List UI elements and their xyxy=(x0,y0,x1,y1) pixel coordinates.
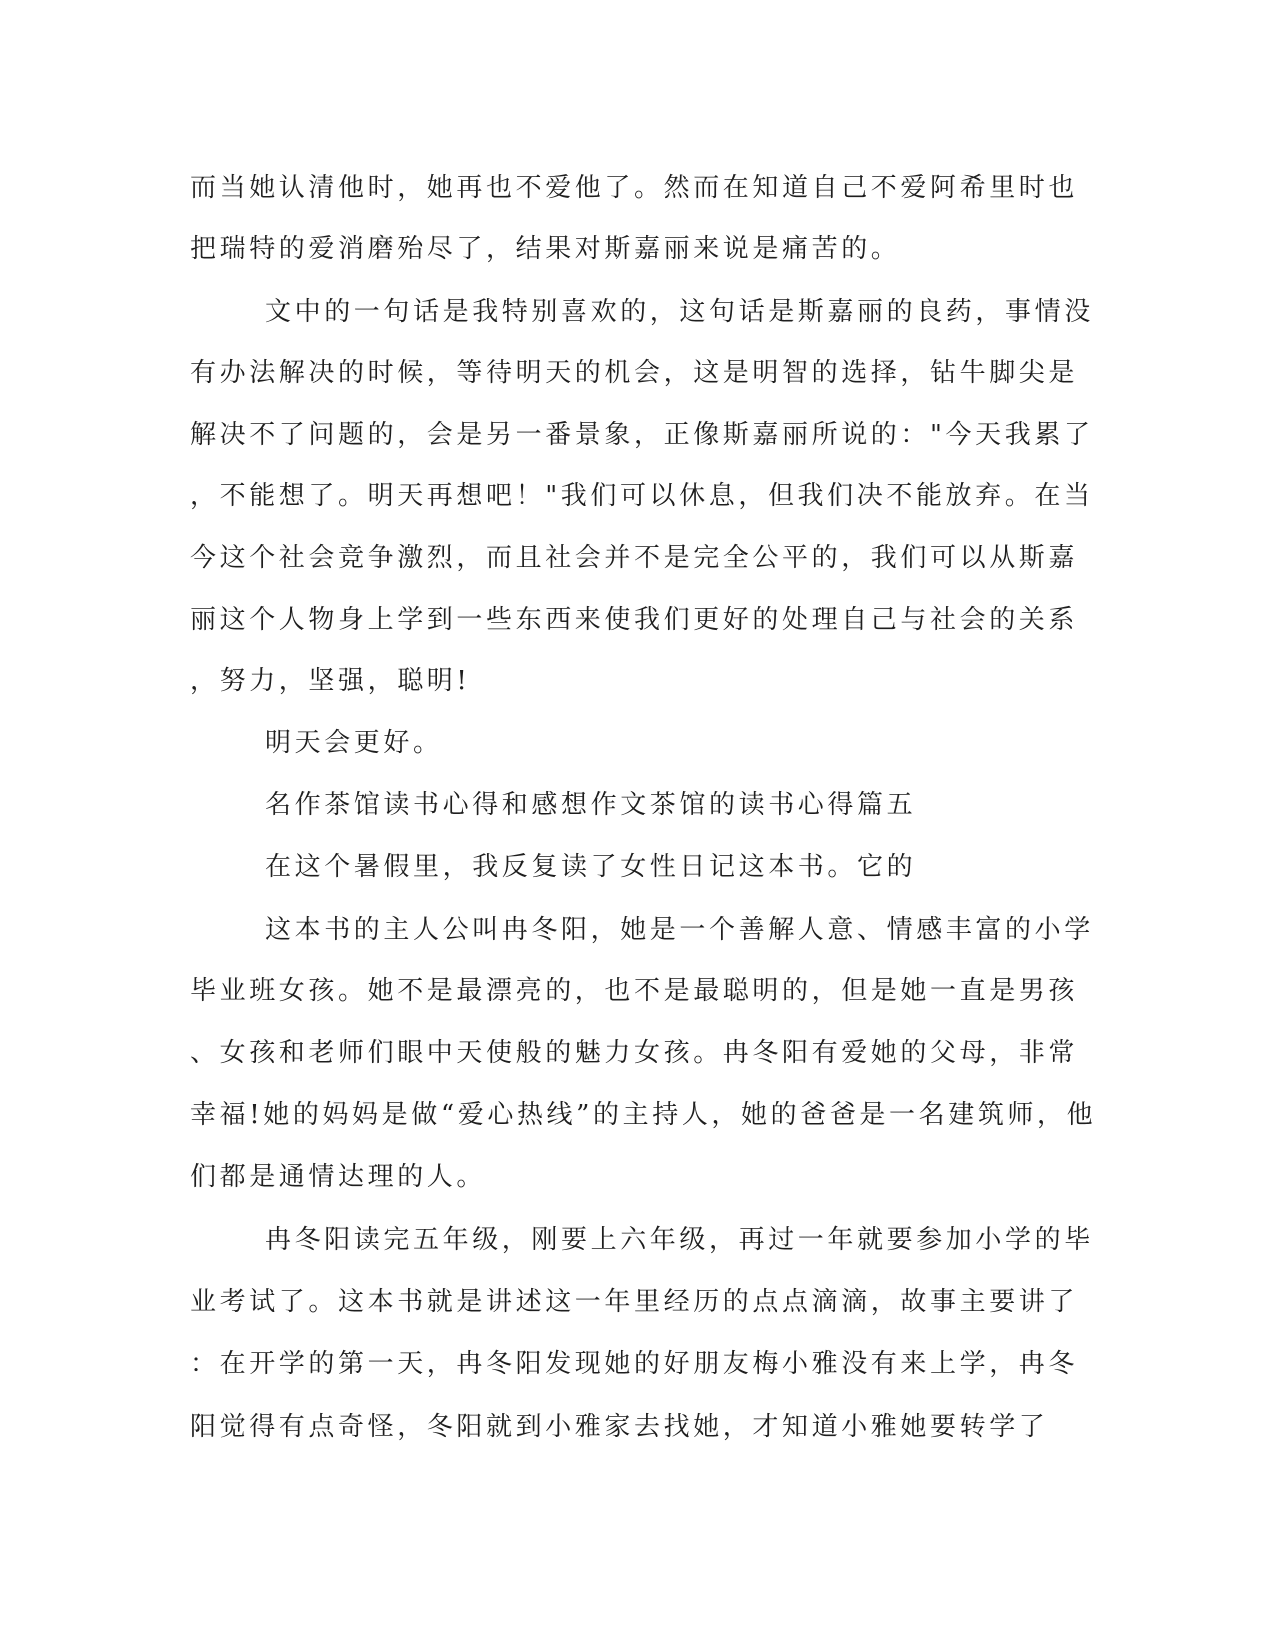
body-text-line: 们都是通情达理的人。 xyxy=(190,1162,487,1192)
body-text-line: ：在开学的第一天，冉冬阳发现她的好朋友梅小雅没有来上学，冉冬 xyxy=(190,1349,1079,1379)
body-text-line: 文中的一句话是我特别喜欢的，这句话是斯嘉丽的良药，事情没 xyxy=(265,297,1094,327)
body-text-line: 有办法解决的时候，等待明天的机会，这是明智的选择，钻牛脚尖是 xyxy=(190,358,1079,388)
body-text-line: 明天会更好。 xyxy=(265,728,443,758)
body-text-line: 毕业班女孩。她不是最漂亮的，也不是最聪明的，但是她一直是男孩 xyxy=(190,976,1079,1006)
body-text-line: 阳觉得有点奇怪，冬阳就到小雅家去找她，才知道小雅她要转学了 xyxy=(190,1412,1049,1442)
body-text-line: 在这个暑假里，我反复读了女性日记这本书。它的 xyxy=(265,852,917,882)
body-text-line: 解决不了问题的，会是另一番景象，正像斯嘉丽所说的："今天我累了 xyxy=(190,420,1094,450)
section-heading: 名作茶馆读书心得和感想作文茶馆的读书心得篇五 xyxy=(265,790,917,820)
body-text-line: 冉冬阳读完五年级，刚要上六年级，再过一年就要参加小学的毕 xyxy=(265,1225,1094,1255)
body-text-line: 而当她认清他时，她再也不爱他了。然而在知道自己不爱阿希里时也 xyxy=(190,173,1079,203)
body-text-line: 丽这个人物身上学到一些东西来使我们更好的处理自己与社会的关系 xyxy=(190,605,1079,635)
body-text-line: ，不能想了。明天再想吧！"我们可以休息，但我们决不能放弃。在当 xyxy=(190,481,1094,511)
body-text-line: 业考试了。这本书就是讲述这一年里经历的点点滴滴，故事主要讲了 xyxy=(190,1287,1079,1317)
body-text-line: 、女孩和老师们眼中天使般的魅力女孩。冉冬阳有爱她的父母，非常 xyxy=(190,1038,1079,1068)
body-text-line: 今这个社会竞争激烈，而且社会并不是完全公平的，我们可以从斯嘉 xyxy=(190,543,1079,573)
body-text-line: ，努力，坚强，聪明! xyxy=(190,666,471,696)
body-text-line: 幸福!她的妈妈是做“爱心热线”的主持人，她的爸爸是一名建筑师，他 xyxy=(190,1100,1097,1130)
body-text-line: 把瑞特的爱消磨殆尽了，结果对斯嘉丽来说是痛苦的。 xyxy=(190,234,901,264)
body-text-line: 这本书的主人公叫冉冬阳，她是一个善解人意、情感丰富的小学 xyxy=(265,915,1094,945)
